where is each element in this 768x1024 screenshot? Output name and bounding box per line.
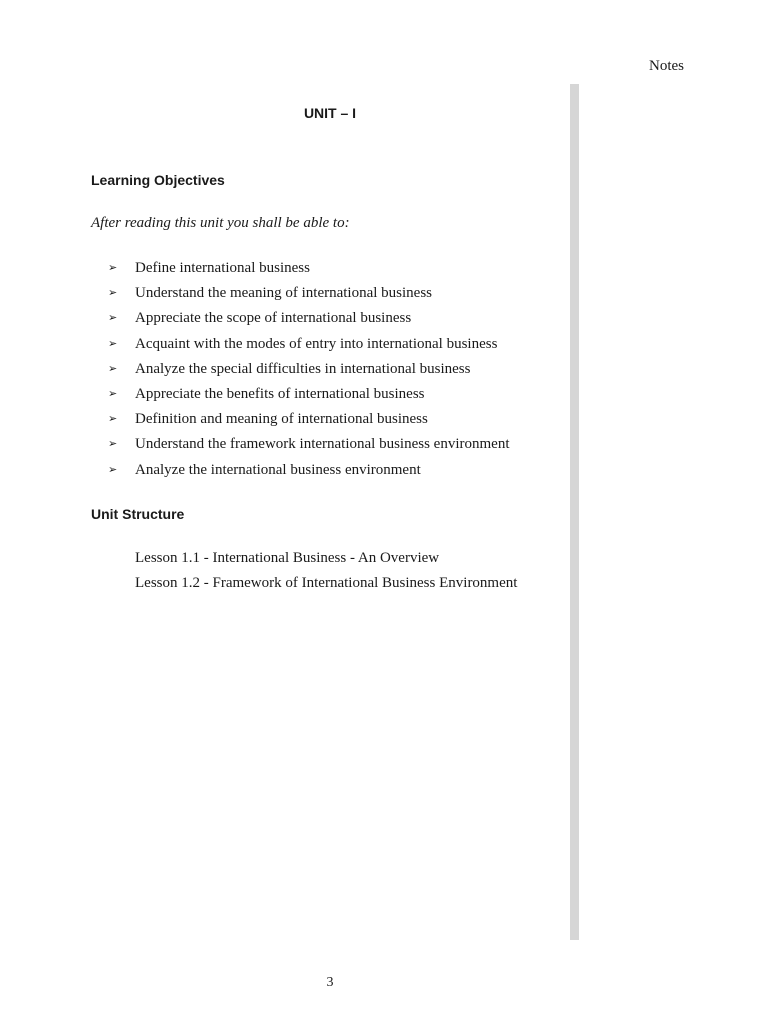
lesson-item: Lesson 1.1 - International Business - An Overview	[135, 550, 440, 566]
arrowhead-bullet-icon: ➢	[108, 312, 118, 325]
arrowhead-bullet-icon: ➢	[108, 287, 118, 300]
objective-text: Analyze the international business environment	[135, 461, 421, 478]
lesson-list	[135, 548, 517, 598]
list-item	[108, 460, 509, 485]
notes-margin-label: Notes	[649, 58, 684, 74]
objective-text: Analyze the special difficulties in international business	[135, 360, 471, 377]
list-item	[108, 384, 509, 409]
objectives-intro: After reading this unit you shall be able to:	[91, 215, 350, 231]
list-item	[108, 359, 509, 384]
objectives-list	[108, 258, 509, 485]
objective-text: Define international business	[135, 260, 310, 276]
objective-text: Appreciate the scope of international business	[135, 310, 412, 327]
objective-text: Definition and meaning of international business	[135, 411, 428, 428]
objective-text: Acquaint with the modes of entry into international business	[135, 335, 498, 352]
arrowhead-bullet-icon: ➢	[108, 387, 118, 400]
list-item	[108, 409, 509, 434]
objective-text: Understand the meaning of international business	[135, 285, 433, 302]
arrowhead-bullet-icon: ➢	[108, 362, 118, 375]
unit-title: UNIT – I	[303, 105, 357, 121]
unit-structure-heading: Unit Structure	[91, 506, 185, 522]
learning-objectives-heading: Learning Objectives	[91, 172, 225, 188]
list-item	[108, 258, 509, 283]
lesson-item: Lesson 1.2 - Framework of International Business Environment	[135, 575, 518, 591]
arrowhead-bullet-icon: ➢	[108, 413, 118, 426]
objective-text: Understand the framework international business environment	[135, 436, 510, 453]
notes-margin-bar	[570, 84, 579, 940]
arrowhead-bullet-icon: ➢	[108, 463, 118, 476]
arrowhead-bullet-icon: ➢	[108, 438, 118, 451]
list-item	[108, 308, 509, 333]
list-item	[108, 434, 509, 459]
arrowhead-bullet-icon: ➢	[108, 262, 118, 274]
page-number: 3	[326, 975, 334, 990]
objective-text: Appreciate the benefits of international business	[135, 385, 425, 402]
arrowhead-bullet-icon: ➢	[108, 337, 118, 350]
list-item	[108, 283, 509, 308]
list-item	[108, 334, 509, 359]
